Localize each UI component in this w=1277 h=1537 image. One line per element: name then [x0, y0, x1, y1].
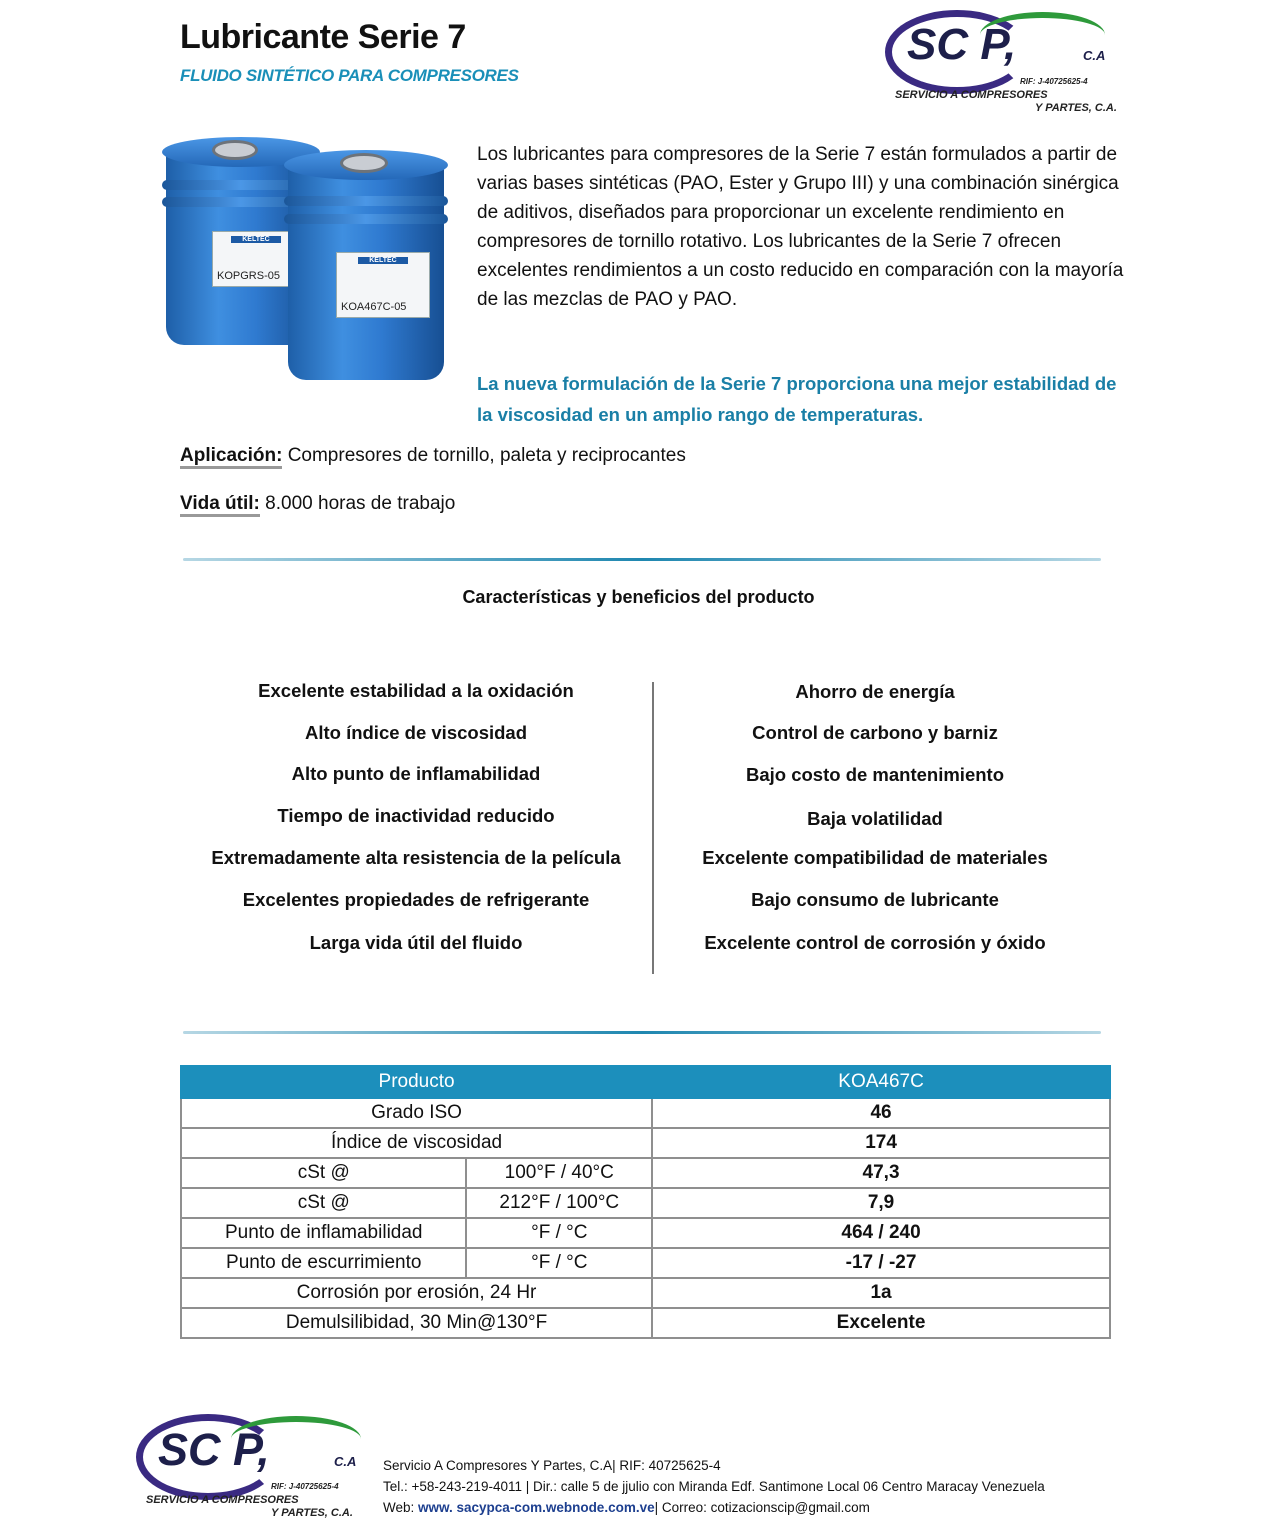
- application-label: Aplicación:: [180, 445, 282, 469]
- footer-email: | Correo: cotizacionscip@gmail.com: [654, 1500, 870, 1515]
- logo-rif: RIF: J-40725625-4: [1020, 77, 1088, 86]
- row-unit: °F / °C: [466, 1218, 652, 1248]
- footer-address: Tel.: +58-243-219-4011 | Dir.: calle 5 de jjulio con Miranda Edf. Santimone Local 06 Centro Maracay Venezuela: [383, 1479, 1045, 1494]
- highlight-statement: La nueva formulación de la Serie 7 proporciona una mejor estabilidad de la viscosidad en un amplio rango de temperaturas.: [477, 373, 1117, 425]
- feature-item: Alto índice de viscosidad: [304, 722, 528, 743]
- row-value: 174: [652, 1128, 1110, 1158]
- row-value: -17 / -27: [652, 1248, 1110, 1278]
- row-name: Demulsilibidad, 30 Min@130°F: [181, 1308, 652, 1338]
- row-unit: 212°F / 100°C: [466, 1188, 652, 1218]
- feature-item: Control de carbono y barniz: [752, 722, 998, 743]
- product-bucket-right: [282, 148, 452, 388]
- feature-item: Excelente control de corrosión y óxido: [704, 932, 1046, 953]
- table-row: [181, 1248, 1110, 1278]
- footer-web-label: Web:: [383, 1500, 419, 1515]
- section-divider: [183, 558, 1101, 561]
- logo-caption-line1: SERVICIO A COMPRESORES: [895, 89, 1048, 101]
- logo-caption-line2: Y PARTES, C.A.: [1035, 102, 1117, 114]
- feature-item: Excelente estabilidad a la oxidación: [258, 680, 574, 701]
- feature-item: Extremadamente alta resistencia de la película: [211, 847, 621, 868]
- bucket-left-label: KELTEC KOPGRS-05: [212, 231, 300, 287]
- row-name: cSt @: [181, 1158, 466, 1188]
- row-value: 464 / 240: [652, 1218, 1110, 1248]
- logo-suffix: C.A: [334, 1454, 357, 1469]
- row-unit: 100°F / 40°C: [466, 1158, 652, 1188]
- feature-item: Bajo costo de mantenimiento: [745, 764, 1004, 785]
- row-value: 47,3: [652, 1158, 1110, 1188]
- row-name: Punto de inflamabilidad: [181, 1218, 466, 1248]
- logo-caption-line1: SERVICIO A COMPRESORES: [146, 1494, 299, 1506]
- feature-item: Bajo consumo de lubricante: [751, 889, 999, 910]
- table-row: [181, 1158, 1110, 1188]
- features-title: Características y beneficios del producto: [462, 587, 815, 607]
- feature-item: Ahorro de energía: [795, 681, 955, 702]
- footer-web-link[interactable]: www. sacypca-com.webnode.com.ve: [418, 1500, 655, 1515]
- table-row: [181, 1218, 1110, 1248]
- row-name: Punto de escurrimiento: [181, 1248, 466, 1278]
- row-value: Excelente: [652, 1308, 1110, 1338]
- footer-company: Servicio A Compresores Y Partes, C.A| RIF: 40725625-4: [383, 1458, 721, 1473]
- feature-item: Baja volatilidad: [807, 808, 943, 829]
- row-name: Índice de viscosidad: [181, 1128, 652, 1158]
- row-value: 46: [652, 1098, 1110, 1128]
- company-logo-top: [885, 6, 1125, 116]
- bucket-right-label: KELTEC KOA467C-05: [336, 252, 430, 318]
- document-subtitle: FLUIDO SINTÉTICO PARA COMPRESORES: [180, 66, 519, 85]
- logo-rif: RIF: J-40725625-4: [271, 1482, 339, 1491]
- row-name: Grado ISO: [181, 1098, 652, 1128]
- row-value: 7,9: [652, 1188, 1110, 1218]
- row-name: Corrosión por erosión, 24 Hr: [181, 1278, 652, 1308]
- table-row: [181, 1278, 1110, 1308]
- row-name: cSt @: [181, 1188, 466, 1218]
- section-divider: [183, 1031, 1101, 1034]
- table-row: [181, 1098, 1110, 1128]
- application-value: Compresores de tornillo, paleta y reciprocantes: [287, 445, 686, 466]
- company-logo-bottom: [136, 1408, 376, 1523]
- feature-item: Larga vida útil del fluido: [309, 932, 523, 953]
- service-life-label: Vida útil:: [180, 493, 260, 517]
- header-koa467c: KOA467C: [652, 1066, 1110, 1098]
- feature-item: Excelente compatibilidad de materiales: [702, 847, 1048, 868]
- row-unit: °F / °C: [466, 1248, 652, 1278]
- feature-item: Tiempo de inactividad reducido: [277, 805, 555, 826]
- application-line: [180, 445, 686, 467]
- header-product: Producto: [181, 1066, 652, 1098]
- logo-caption-line2: Y PARTES, C.A.: [271, 1507, 353, 1519]
- feature-item: Alto punto de inflamabilidad: [291, 763, 541, 784]
- logo-suffix: C.A: [1083, 48, 1106, 63]
- footer-contact: [383, 1455, 1045, 1518]
- product-description: Los lubricantes para compresores de la Serie 7 están formulados a partir de varias bases sintéticas (PAO, Ester y Grupo III) y una combinación sinérgica de aditivos, diseñados para proporcionar un excelente rendimiento en compresores de tornillo rotativo. Los lubricantes de la Serie 7 ofrecen excelentes rendimientos a un costo reducido en comparación con la mayoría de las mezclas de PAO y PAO.: [477, 144, 1124, 310]
- table-row: [181, 1188, 1110, 1218]
- logo-mark: SC P,: [907, 20, 1017, 69]
- table-row: [181, 1308, 1110, 1338]
- document-title: Lubricante Serie 7: [180, 18, 466, 56]
- feature-item: Excelentes propiedades de refrigerante: [242, 889, 590, 910]
- footer-web-line: [383, 1497, 1045, 1518]
- row-value: 1a: [652, 1278, 1110, 1308]
- logo-mark: SC P,: [158, 1424, 270, 1475]
- service-life-value: 8.000 horas de trabajo: [265, 493, 456, 514]
- spec-table: [180, 1065, 1111, 1339]
- service-life-line: [180, 493, 455, 515]
- table-row: [181, 1128, 1110, 1158]
- spec-table-header: [181, 1066, 1110, 1098]
